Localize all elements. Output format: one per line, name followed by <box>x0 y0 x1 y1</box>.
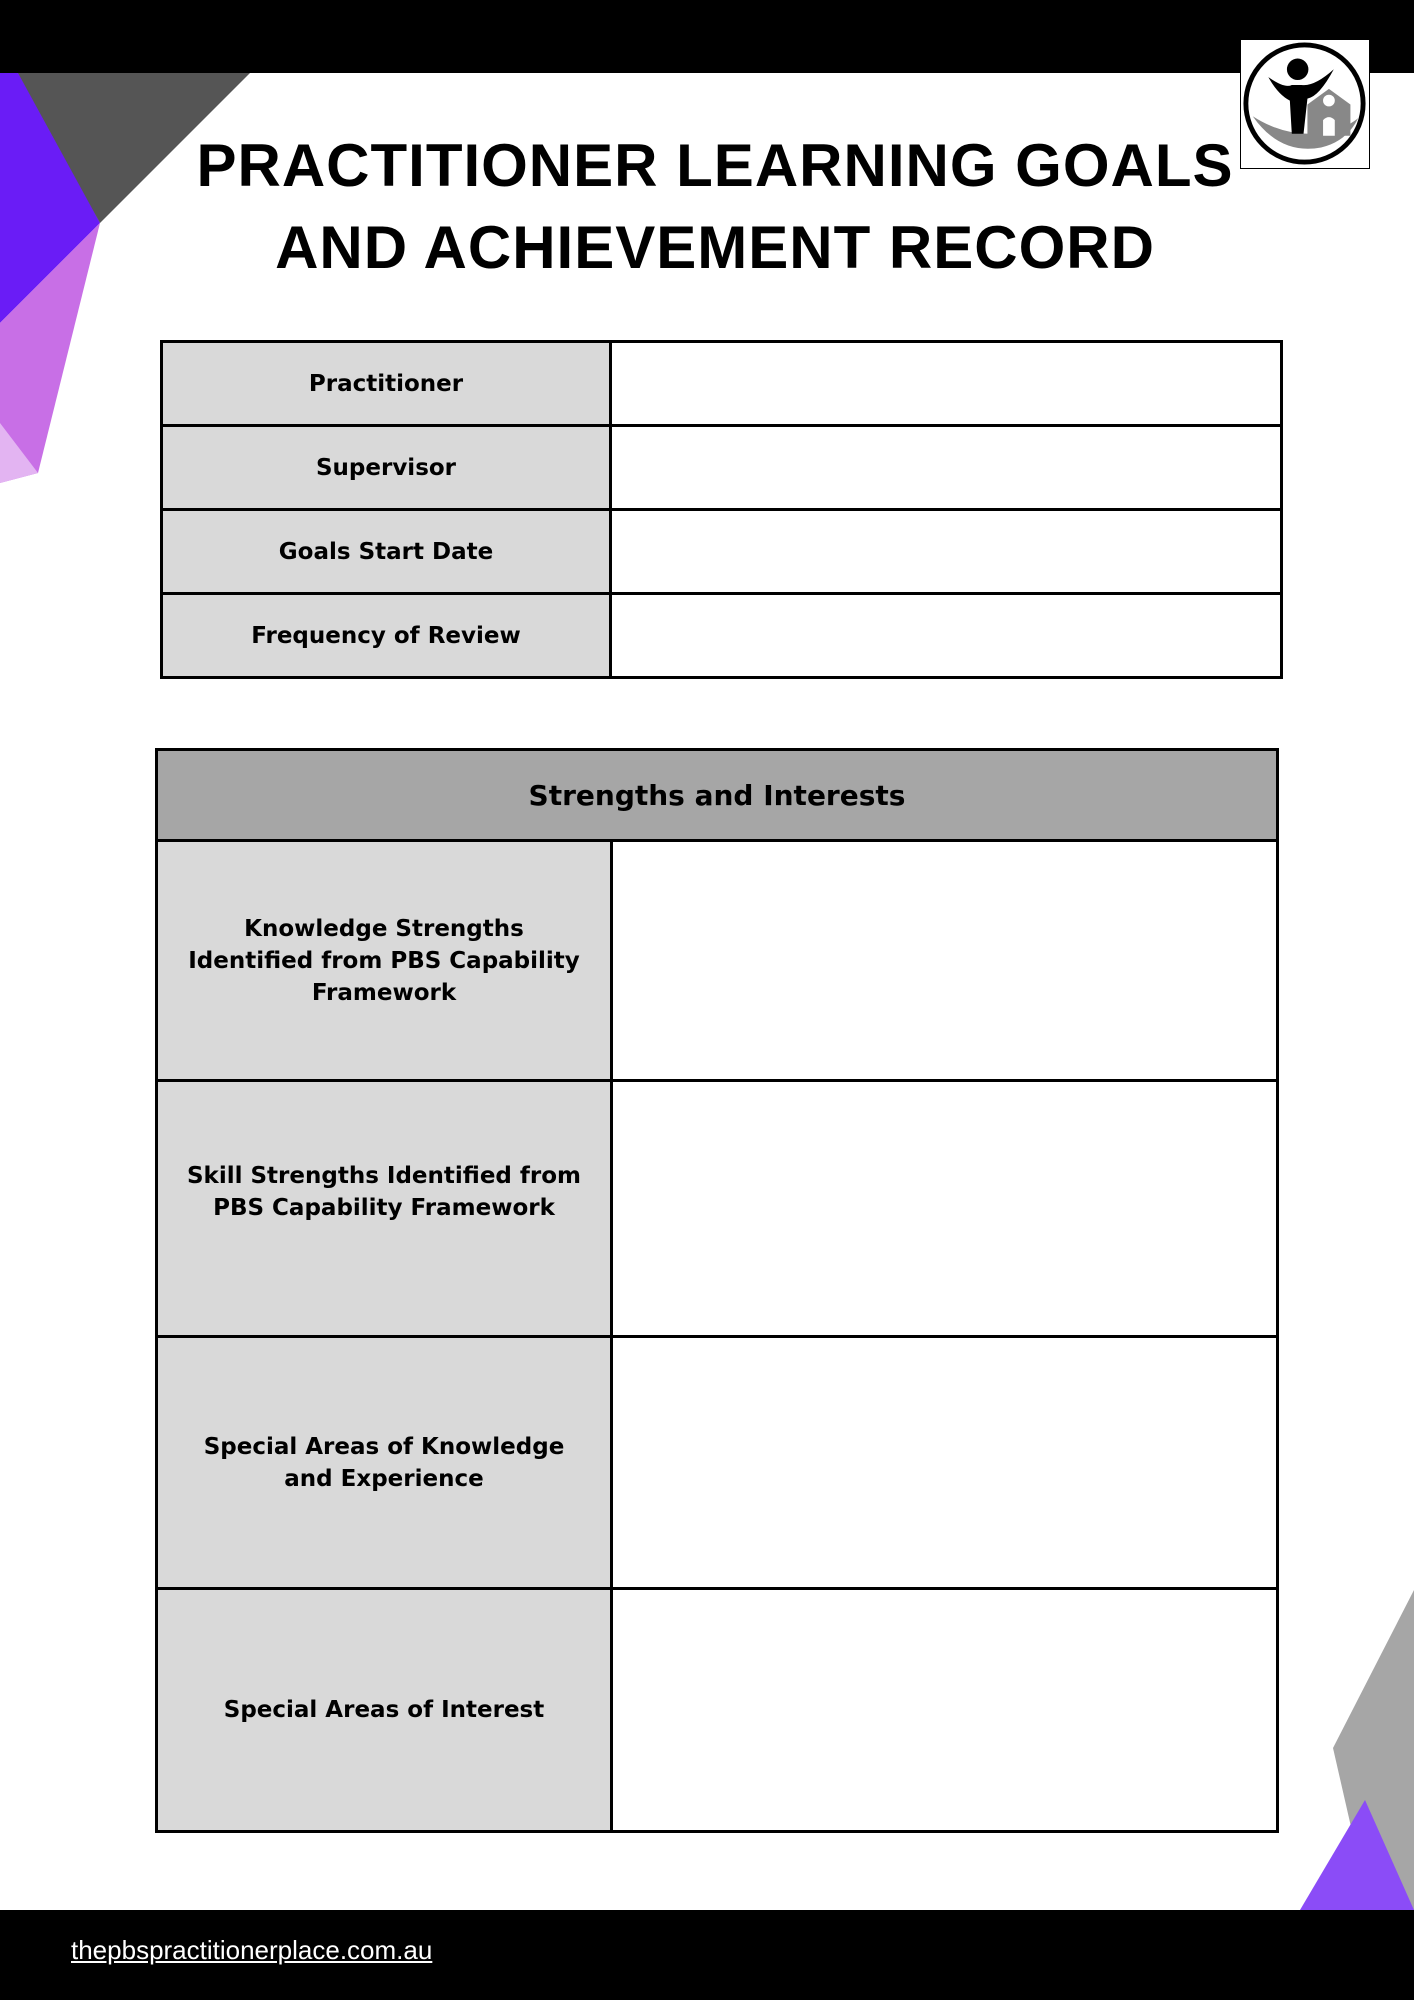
top-bar <box>0 0 1414 73</box>
table-row <box>157 841 1278 1081</box>
decorative-shapes-bottom-right <box>1290 1590 1414 1910</box>
supervisor-field[interactable] <box>611 426 1282 510</box>
special-areas-interest-field[interactable] <box>612 1589 1278 1832</box>
practitioner-label: Practitioner <box>162 342 611 426</box>
table-row <box>162 426 1282 510</box>
page-title-line-2: AND ACHIEVEMENT RECORD <box>275 214 1155 281</box>
supervisor-label: Supervisor <box>162 426 611 510</box>
goals-start-date-field[interactable] <box>611 510 1282 594</box>
knowledge-strengths-field[interactable] <box>612 841 1278 1081</box>
frequency-of-review-field[interactable] <box>611 594 1282 678</box>
special-areas-knowledge-field[interactable] <box>612 1337 1278 1589</box>
page-title <box>140 125 1290 289</box>
table-row <box>157 1589 1278 1832</box>
strengths-and-interests-table <box>155 748 1279 1833</box>
table-row <box>162 510 1282 594</box>
goals-start-date-label: Goals Start Date <box>162 510 611 594</box>
special-areas-interest-label: Special Areas of Interest <box>157 1589 612 1832</box>
practitioner-field[interactable] <box>611 342 1282 426</box>
practitioner-info-table <box>160 340 1283 679</box>
table-row <box>157 1081 1278 1337</box>
knowledge-strengths-label: Knowledge Strengths Identified from PBS Capability Framework <box>157 841 612 1081</box>
strengths-table-header: Strengths and Interests <box>157 750 1278 841</box>
table-row <box>162 342 1282 426</box>
special-areas-knowledge-label: Special Areas of Knowledge and Experience <box>157 1337 612 1589</box>
table-row <box>162 594 1282 678</box>
website-link[interactable]: thepbspractitionerplace.com.au <box>71 1935 433 1965</box>
page-title-line-1: PRACTITIONER LEARNING GOALS <box>196 132 1234 199</box>
table-row <box>157 1337 1278 1589</box>
skill-strengths-label: Skill Strengths Identified from PBS Capability Framework <box>157 1081 612 1337</box>
table-header-row <box>157 750 1278 841</box>
skill-strengths-field[interactable] <box>612 1081 1278 1337</box>
frequency-of-review-label: Frequency of Review <box>162 594 611 678</box>
